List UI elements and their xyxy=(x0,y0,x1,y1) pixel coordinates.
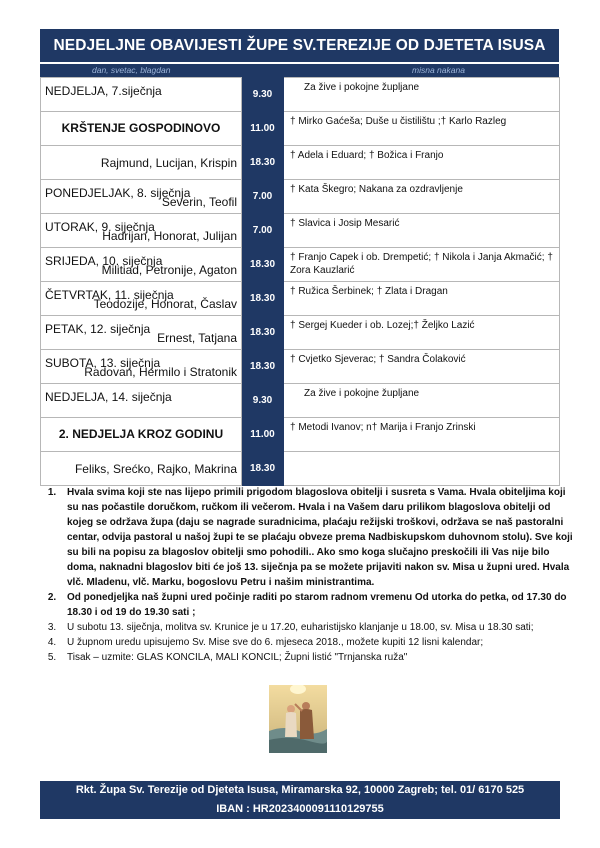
day-cell xyxy=(41,112,242,146)
schedule-row xyxy=(41,248,560,282)
mass-intention: † Ružica Šerbinek; † Zlata i Dragan xyxy=(284,282,560,316)
day-label: ČETVRTAK, 11. siječnja xyxy=(45,288,174,302)
saints-label: Radovan, Hermilo i Stratonik xyxy=(84,365,237,379)
mass-intention: † Sergej Kueder i ob. Lozej;† Željko Lazić xyxy=(284,316,560,350)
day-cell xyxy=(41,78,242,112)
day-cell xyxy=(41,418,242,452)
mass-schedule-table xyxy=(40,77,560,486)
announcement-item: 3. U subotu 13. siječnja, molitva sv. Krunice je u 17.20, euharistijsko klanjanje u 18.00, sv. Misa u 18.30 sati; xyxy=(59,620,579,635)
mass-intention xyxy=(284,452,560,486)
day-label: NEDJELJA, 7.siječnja xyxy=(45,84,162,98)
announcement-item: 4. U župnom uredu upisujemo Sv. Mise sve do 6. mjeseca 2018., možete kupiti 12 lisni kalendar; xyxy=(59,635,579,650)
mass-intention: Za žive i pokojne župljane xyxy=(284,78,560,112)
day-cell xyxy=(41,316,242,350)
day-cell xyxy=(41,384,242,418)
header-col-intention: misna nakana xyxy=(412,65,465,75)
day-cell xyxy=(41,350,242,384)
schedule-row xyxy=(41,112,560,146)
mass-intention: † Franjo Capek i ob. Drempetić; † Nikola i Janja Akmačić; † Zora Kauzlarić xyxy=(284,248,560,282)
feast-label: 2. NEDJELJA KROZ GODINU xyxy=(58,427,224,441)
mass-intention: † Kata Škegro; Nakana za ozdravljenje xyxy=(284,180,560,214)
schedule-row xyxy=(41,418,560,452)
day-label: PONEDJELJAK, 8. siječnja xyxy=(45,186,191,200)
mass-time: 18.30 xyxy=(242,146,284,180)
day-cell xyxy=(41,214,242,248)
mass-time: 9.30 xyxy=(242,78,284,112)
mass-time: 11.00 xyxy=(242,418,284,452)
table-header xyxy=(40,64,559,77)
mass-time: 18.30 xyxy=(242,282,284,316)
mass-time: 7.00 xyxy=(242,214,284,248)
feast-label: KRŠTENJE GOSPODINOVO xyxy=(61,121,221,135)
mass-time: 9.30 xyxy=(242,384,284,418)
footer-address: Rkt. Župa Sv. Terezije od Djeteta Isusa, Miramarska 92, 10000 Zagreb; tel. 01/ 6170 525 xyxy=(75,784,525,796)
baptism-of-jesus-picture xyxy=(269,685,327,753)
announcement-item: 1. Hvala svima koji ste nas lijepo primili prigodom blagoslova obitelji i susreta s Vama. Hvala obiteljima koji su nas počastile doručkom, ručkom ili večerom. Hvala i na Vašem daru prilikom blagoslova obitelji od kojeg se održava župa (daju se nagrade suradnicima, plaćaju režijski troškovi, održava se naš pastoralni centar, odvija pastoral u našoj župi te se plaćaju obveze prema Nadbiskupskom duhovnom stolu). Sve koji su bili na popisu za blagoslov obitelji smo pohodili.. Ako smo koga slučajno preskočili ili Vas nije bilo doma, naknadni blagoslov biti će još 13. siječnja pa se možete prijaviti nakon sv. Misa u župni ured. Hvala vlč. Mladenu, vlč. Marku, bogoslovu Petru i našim ministrantima. xyxy=(59,485,579,590)
bulletin-title: NEDJELJNE OBAVIJESTI ŽUPE SV.TEREZIJE OD DJETETA ISUSA xyxy=(40,29,559,62)
day-cell xyxy=(41,282,242,316)
schedule-row xyxy=(41,78,560,112)
schedule-row xyxy=(41,180,560,214)
mass-time: 18.30 xyxy=(242,350,284,384)
day-cell xyxy=(41,248,242,282)
mass-intention: † Mirko Gaćeša; Duše u čistilištu ;† Karlo Razleg xyxy=(284,112,560,146)
schedule-row xyxy=(41,350,560,384)
day-label: NEDJELJA, 14. siječnja xyxy=(45,390,172,404)
mass-time: 18.30 xyxy=(242,316,284,350)
schedule-row xyxy=(41,316,560,350)
day-cell xyxy=(41,452,242,486)
day-label: SUBOTA, 13. siječnja xyxy=(45,356,161,370)
day-label: PETAK, 12. siječnja xyxy=(45,322,151,336)
mass-intention: † Cvjetko Sjeverac; † Sandra Čolaković xyxy=(284,350,560,384)
saints-label: Ernest, Tatjana xyxy=(157,331,237,345)
footer-iban: IBAN : HR2023400091110129755 xyxy=(216,803,384,815)
mass-time: 11.00 xyxy=(242,112,284,146)
announcements-list xyxy=(40,485,579,665)
saints-label: Rajmund, Lucijan, Krispin xyxy=(100,156,237,170)
announcement-item: 5. Tisak – uzmite: GLAS KONCILA, MALI KONCIL; Župni listić "Trnjanska ruža" xyxy=(59,650,579,665)
announcement-item: 2. Od ponedjeljka naš župni ured počinje raditi po starom radnom vremenu Od utorka do petka, od 17.30 do 18.30 i od 19 do 19.30 sati ; xyxy=(59,590,579,620)
day-cell xyxy=(41,180,242,214)
day-label: UTORAK, 9. siječnja xyxy=(45,220,155,234)
saints-label: Feliks, Srećko, Rajko, Makrina xyxy=(74,462,237,476)
schedule-row xyxy=(41,384,560,418)
day-cell xyxy=(41,146,242,180)
schedule-row xyxy=(41,452,560,486)
mass-time: 18.30 xyxy=(242,452,284,486)
schedule-row xyxy=(41,214,560,248)
schedule-row xyxy=(41,282,560,316)
saints-label: Severin, Teofil xyxy=(161,195,237,209)
day-label: SRIJEDA, 10. siječnja xyxy=(45,254,163,268)
saints-label: Teodozije, Honorat, Časlav xyxy=(93,297,237,311)
parish-footer xyxy=(40,781,560,819)
saints-label: Hadrijan, Honorat, Julijan xyxy=(102,229,237,243)
mass-intention: Za žive i pokojne župljane xyxy=(284,384,560,418)
saints-label: Militiad, Petronije, Agaton xyxy=(101,263,237,277)
mass-intention: † Metodi Ivanov; n† Marija i Franjo Zrinski xyxy=(284,418,560,452)
header-col-day: dan, svetac, blagdan xyxy=(92,65,171,75)
mass-intention: † Slavica i Josip Mesarić xyxy=(284,214,560,248)
schedule-row xyxy=(41,146,560,180)
mass-time: 18.30 xyxy=(242,248,284,282)
mass-intention: † Adela i Eduard; † Božica i Franjo xyxy=(284,146,560,180)
mass-time: 7.00 xyxy=(242,180,284,214)
